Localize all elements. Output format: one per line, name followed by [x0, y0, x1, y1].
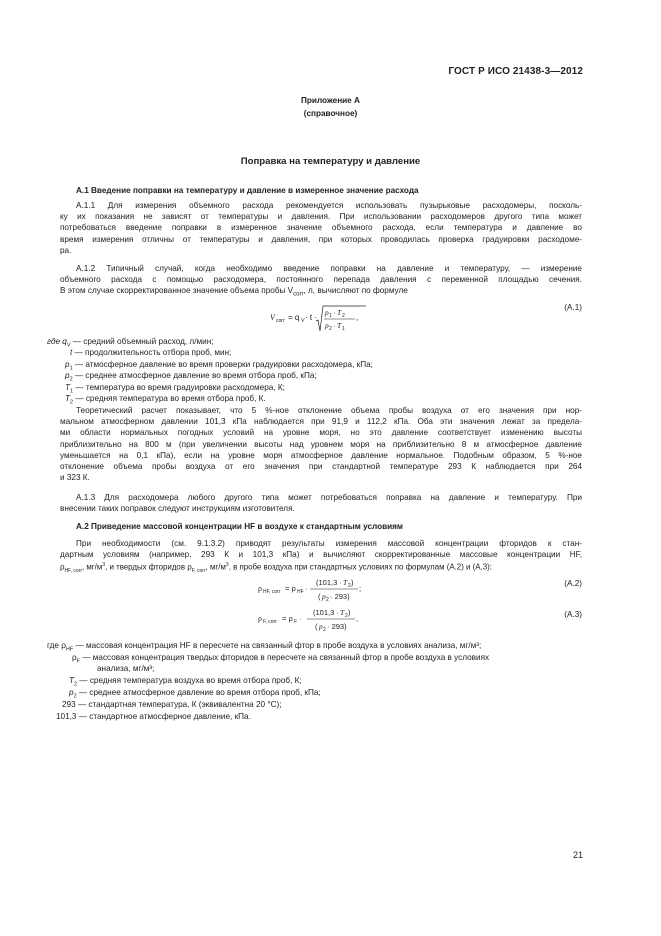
svg-text:,: ,	[356, 614, 359, 623]
svg-text:·: ·	[333, 308, 336, 317]
para-a1-2-theory	[60, 405, 582, 483]
legend-symbol: где q	[47, 337, 67, 346]
legend-text: — средняя температура во время отбора проб, К.	[73, 394, 266, 403]
text-line: и 323 К.	[60, 473, 90, 483]
legend-a2	[45, 640, 585, 730]
svg-text:= ρ: = ρ	[282, 614, 293, 623]
svg-text:· t ·: · t ·	[305, 313, 317, 322]
svg-text:V: V	[270, 313, 275, 322]
legend-subscript: 2	[69, 376, 73, 383]
superscript: 3	[102, 562, 106, 569]
svg-text:= q: = q	[288, 313, 300, 322]
legend-symbol: p	[69, 688, 74, 697]
text-line: дартным условиям (например, 293 К и 101,3 кПа) и вычисляют скорректированные массовые концентрации HF,	[60, 550, 582, 560]
legend-symbol: t	[70, 348, 73, 358]
legend-subscript: F	[76, 658, 81, 665]
text-line: ра.	[60, 245, 72, 255]
svg-text:T: T	[337, 321, 342, 330]
svg-text:1: 1	[329, 313, 332, 319]
text-line: уменьшается на 0,1 кПа), если на уровне моря атмосферное давление нормальное. Подобным образом, 5 %-ное	[60, 450, 582, 460]
svg-text:· 293): · 293)	[330, 592, 350, 601]
subscript: HF, corr	[64, 568, 82, 575]
svg-text:HF, corr: HF, corr	[263, 589, 281, 595]
section-a1-heading: А.1 Введение поправки на температуру и давление в измеренное значение расхода	[76, 186, 419, 195]
legend-text: — температура во время градуировки расходомера, К;	[73, 382, 285, 392]
text-segment: , мг/м	[82, 563, 103, 573]
text-segment: В этом случае скорректированное значение объема пробы V	[60, 286, 294, 296]
svg-text:T: T	[343, 578, 348, 587]
text-line: приблизительно на 800 м (при увеличении высоты над уровнем моря на приблизительно 8 м атмосферное давление	[60, 439, 582, 449]
text-segment: , в пробе воздуха при стандартных условиях по формулам (А.2) и (А.3):	[228, 563, 492, 573]
svg-text:· 293): · 293)	[327, 622, 347, 631]
svg-text:T: T	[337, 308, 342, 317]
formula-a1	[270, 303, 390, 339]
svg-text:F: F	[294, 619, 298, 625]
legend-a1	[45, 336, 585, 406]
page-number: 21	[572, 850, 583, 860]
superscript: 3	[225, 562, 229, 569]
text-line: При необходимости (см. 9.1.3.2) приводят результаты измерения массовой концентрации фторидов к стан-	[76, 539, 582, 548]
text-segment: ρ	[60, 563, 65, 573]
legend-subscript: 1	[70, 388, 74, 395]
legend-symbol: T	[65, 382, 71, 392]
legend-text: — среднее атмосферное давление во время отбора проб, кПа;	[76, 688, 321, 697]
svg-text:T: T	[340, 608, 345, 617]
page-title: Поправка на температуру и давление	[240, 156, 421, 167]
svg-text:corr: corr	[276, 318, 285, 324]
svg-text:1: 1	[342, 326, 345, 332]
legend-symbol: где ρ	[47, 641, 66, 650]
legend-subscript: V	[66, 342, 71, 349]
text-line: ми области нормальных погодных условий на уровне моря, но это давление соответствует изменению высоты	[60, 428, 582, 438]
text-line: время измерения отличны от температуры и давления, при которых проводилась проверка градуировки расходоме-	[60, 234, 582, 244]
para-a2-1	[60, 538, 582, 578]
text-line: А.1.1 Для измерения объемного расхода рекомендуется использовать пузырьковые расходомеры, посколь-	[76, 201, 582, 210]
svg-text:= ρ: = ρ	[285, 584, 296, 593]
svg-text:ρ: ρ	[258, 584, 262, 593]
formula-a2	[258, 575, 378, 607]
subscript: F, corr	[191, 568, 206, 575]
legend-subscript: 2	[74, 681, 78, 688]
annex-label: Приложение А	[301, 96, 360, 105]
svg-text:2: 2	[348, 583, 351, 589]
para-a1-1	[60, 200, 582, 256]
svg-text:(101,3 ·: (101,3 ·	[316, 578, 342, 587]
formula-a3	[258, 605, 378, 637]
legend-symbol: 101,3	[56, 712, 77, 721]
svg-text:(101,3 ·: (101,3 ·	[313, 608, 339, 617]
svg-text:·: ·	[333, 321, 336, 330]
text-segment: , и твердых фторидов ρ	[105, 563, 192, 573]
text-line: потребоваться введение поправки в измеренное значение объемного расхода, если температура и давление во	[60, 223, 582, 233]
legend-row	[56, 711, 251, 722]
legend-text: — атмосферное давление во время проверки градуировки расходомера, кПа;	[72, 359, 373, 369]
svg-text:p: p	[325, 308, 329, 317]
svg-text:ρ: ρ	[258, 614, 262, 623]
formula-a1-number: (A.1)	[564, 303, 582, 312]
legend-text: — средняя температура воздуха во время отбора проб, К;	[77, 676, 302, 685]
formula-a1-graphic	[270, 303, 390, 337]
subscript: corr	[293, 292, 304, 299]
svg-text:F, corr: F, corr	[263, 619, 277, 625]
svg-text:,: ,	[356, 313, 359, 322]
svg-text:HF: HF	[297, 589, 304, 595]
text-line: мальном атмосферном давлении 101,3 кПа наблюдается при 91,9 и 112,2 кПа. Оба эти значения лежат за предела-	[60, 417, 582, 427]
legend-text: анализа, мг/м³;	[97, 664, 155, 673]
svg-text:2: 2	[345, 613, 348, 619]
text-line: объемного расхода с помощью расходомера, постоянного перепада давления с переменной площадью сечения.	[60, 275, 582, 285]
svg-text:(: (	[318, 592, 321, 601]
para-a1-3	[60, 492, 582, 514]
legend-subscript: HF	[65, 646, 74, 653]
legend-text: — массовая концентрация HF в пересчете на связанный фтор в пробе воздуха в условиях анализа, мг/м³;	[73, 641, 482, 650]
text-line: А.1.3 Для расходомера любого другого типа может потребоваться поправка на давление и температуру. При	[76, 493, 582, 502]
svg-text:2: 2	[323, 627, 326, 633]
legend-symbol: ρ	[72, 653, 77, 662]
section-a2-heading: А.2 Приведение массовой концентрации HF в воздухе к стандартным условиям	[76, 522, 403, 531]
formula-a3-number: (A.3)	[564, 610, 582, 619]
legend-subscript: 1	[69, 365, 73, 372]
standard-designation: ГОСТ Р ИСО 21438-3—2012	[448, 66, 583, 77]
legend-symbol: p	[65, 371, 70, 381]
text-segment: , л, вычисляют по формуле	[303, 286, 408, 296]
svg-text:): )	[348, 608, 351, 617]
legend-text: — продолжительность отбора проб, мин;	[72, 348, 232, 358]
formula-a2-number: (A.2)	[564, 579, 582, 588]
svg-text:2: 2	[326, 597, 329, 603]
legend-symbol: p	[65, 359, 70, 369]
text-line: отклонение объема пробы воздуха от его значения при стандартной температуре 293 К наблюдается при 264	[60, 462, 582, 472]
formula-a3-graphic	[258, 605, 378, 635]
legend-text: — стандартное атмосферное давление, кПа.	[76, 712, 251, 721]
svg-text:;: ;	[359, 584, 362, 593]
legend-row	[97, 663, 154, 674]
svg-text:): )	[351, 578, 354, 587]
para-a1-2	[60, 263, 582, 301]
svg-text:V: V	[301, 318, 305, 324]
svg-text:2: 2	[342, 313, 345, 319]
annex-type: (справочное)	[303, 109, 358, 118]
legend-text: — массовая концентрация твердых фторидов в пересчете на связанный фтор в пробе воздуха в условиях	[80, 653, 490, 662]
legend-text: — стандартная температура, К (эквивалентна 20 °С);	[75, 700, 282, 709]
legend-symbol: T	[69, 676, 75, 685]
legend-symbol: 293	[62, 700, 76, 709]
legend-row	[62, 699, 282, 710]
svg-text:p: p	[319, 622, 323, 631]
svg-text:p: p	[325, 321, 329, 330]
legend-text: — средний объемный расход, л/мин;	[70, 337, 214, 346]
text-line	[60, 285, 582, 301]
text-line: А.1.2 Типичный случай, когда необходимо введение поправки на давление и температуру, — измерение	[76, 264, 582, 273]
svg-text:·: ·	[305, 584, 308, 593]
svg-text:p: p	[322, 592, 326, 601]
legend-subscript: 2	[73, 693, 77, 700]
svg-text:·: ·	[299, 614, 302, 623]
text-line: внесении таких поправок следуют инструкциям изготовителя.	[60, 504, 295, 514]
legend-subscript: 2	[70, 399, 74, 406]
legend-row	[70, 347, 231, 358]
text-line: ку их показания не зависят от температуры и давления. При использовании расходомеров другого типа может	[60, 212, 582, 222]
legend-symbol: T	[65, 394, 71, 403]
text-segment: , мг/м	[205, 563, 226, 573]
text-line: Теоретический расчет показывает, что 5 %-ное отклонение объема пробы воздуха от его значения при нор-	[76, 406, 582, 415]
formula-a2-graphic	[258, 575, 378, 605]
svg-text:2: 2	[329, 326, 332, 332]
legend-text: — среднее атмосферное давление во время отбора проб, кПа;	[72, 371, 317, 381]
svg-text:(: (	[315, 622, 318, 631]
